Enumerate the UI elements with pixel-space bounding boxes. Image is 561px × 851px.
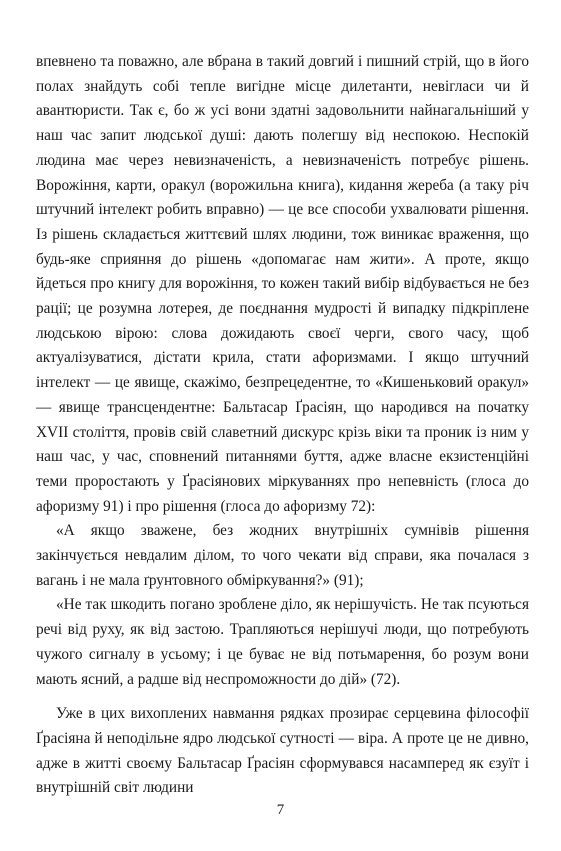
paragraph-gap [36, 692, 529, 702]
body-paragraph: впевнено та поважно, але вбрана в такий довгий і пишний стрій, що в його полах знайдуть собі тепле вигідне місце дилетанти, невігласи чи й авантюристи. Так є, бо ж усі вони здатні задовольнити найнагальніший у наш час запит людської душі: дають полегшу від неспокою. Неспокій людина має через невизначеність, а невизначеність потребує рішень. Ворожіння, карти, оракул (ворожильна книга), кидання жереба (а таку річ штучний інтелект робить вправно) — це все способи ухвалювати рішення. Із рішень складається життєвий шлях людини, тож виникає враження, що будь-яке сприяння до рішень «допомагає нам жити». А проте, якщо йдеться про книгу для ворожіння, то кожен такий вибір відбувається не без рації; це розумна лотерея, де поєднання мудрості й випадку підкріплене людською вірою: слова дожидають своєї черги, свого часу, щоб актуалізуватися, дістати крила, стати афоризмами. І якщо штучний інтелект — це явище, скажімо, безпрецедентне, то «Кишеньковий оракул» — явище трансцендентне: Бальтасар Ґрасіян, що народився на початку XVII століття, провів свій славетний дискурс крізь віки та проник із ним у наш час, у час, сповнений питаннями буття, адже власне екзистенційні теми проростають у Ґрасіянових міркуваннях про непевність (глоса до афоризму 91) і про рішення (глоса до афоризму 72): [36, 53, 529, 515]
body-paragraph: Уже в цих вихоплених навмання рядках прозирає серцевина філософії Ґрасіяна й неподільне ядро людської сутності — віра. А проте це не дивно, адже в житті своєму Бальтасар Ґрасіян сформувався насамперед як єзуїт і внутрішній світ людини [36, 705, 529, 797]
quote-paragraph: «Не так шкодить погано зроблене діло, як нерішучість. Не так псуються речі від руху, як від застою. Трапляються нерішучі люди, що потребують чужого сигналу в усьому; і це буває не від потьмарення, бо розум вони мають ясний, а радше від неспроможности до дій» (72). [36, 596, 529, 688]
page-body [36, 50, 529, 797]
page-number: 7 [276, 802, 285, 818]
quote-paragraph: «А якщо зважене, без жодних внутрішніх сумнівів рішення закінчується невдалим ділом, то чого чекати від справи, яка почалася з вагань і не мала ґрунтовного обміркування?» (91); [36, 522, 529, 589]
